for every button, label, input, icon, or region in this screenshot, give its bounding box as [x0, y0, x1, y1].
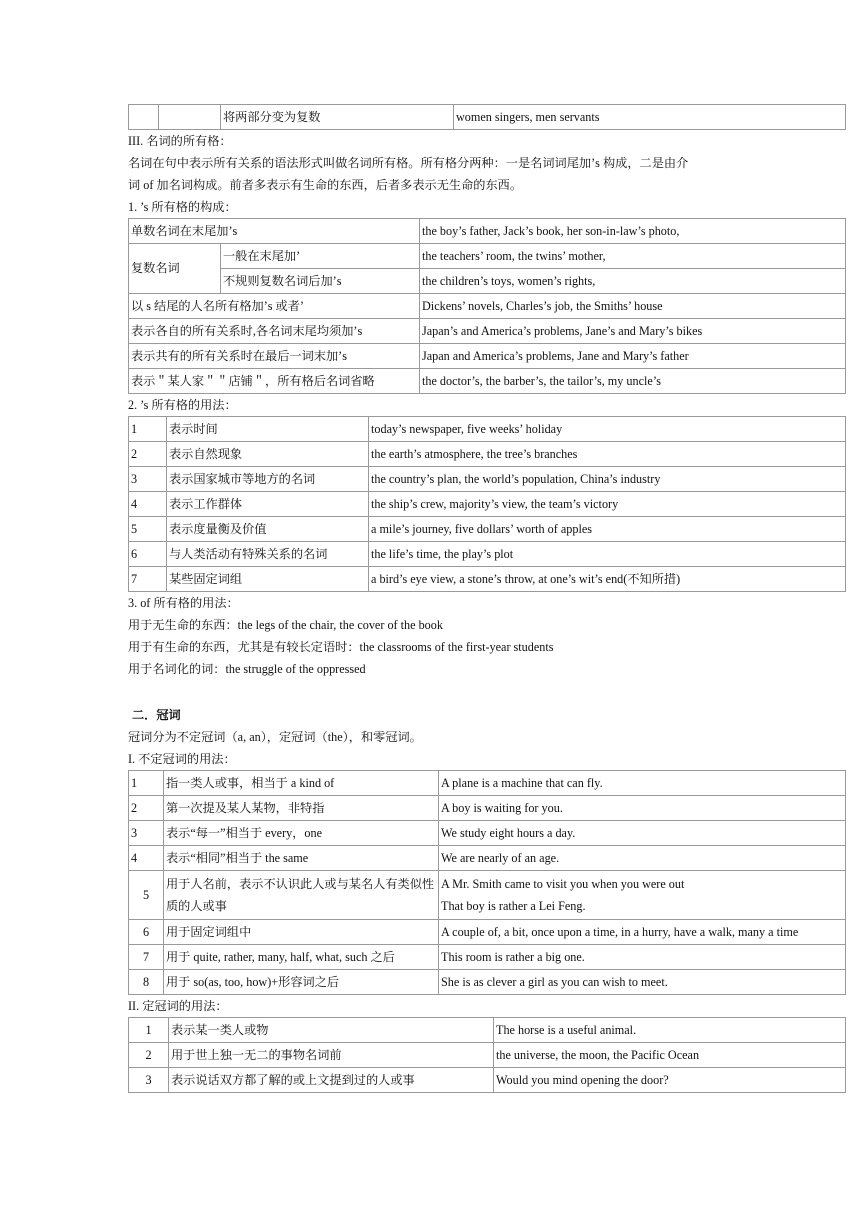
- table-row: 1 表示时间 today’s newspaper, five weeks’ holiday: [129, 417, 846, 442]
- subheading: 1. ’s 所有格的构成：: [128, 200, 237, 214]
- formation-table: [128, 218, 846, 394]
- subheading: II. 定冠词的用法：: [128, 999, 228, 1013]
- usage-table: [128, 416, 846, 592]
- subheading: 2. ’s 所有格的用法：: [128, 398, 237, 412]
- table-row: 2 用于世上独一无二的事物名词前 the universe, the moon, the Pacific Ocean: [129, 1043, 846, 1068]
- table-row: 复数名词 一般在末尾加’ the teachers’ room, the twins’ mother,: [129, 244, 846, 269]
- table-row: [129, 105, 846, 130]
- table-row: 2 第一次提及某人某物，非特指 A boy is waiting for you.: [129, 796, 846, 821]
- table-row: 5 用于人名前，表示不认识此人或与某名人有类似性质的人或事 A Mr. Smith came to visit you when you were out That boy is rather a Lei Feng.: [129, 871, 846, 920]
- paragraph: 冠词分为不定冠词（a, an），定冠词（the），和零冠词。: [128, 730, 422, 744]
- paragraph: 词 of 加名词构成。前者多表示有生命的东西，后者多表示无生命的东西。: [128, 178, 523, 192]
- table-row: 7 用于 quite, rather, many, half, what, such 之后 This room is rather a big one.: [129, 945, 846, 970]
- paragraph: 用于名词化的词：the struggle of the oppressed: [128, 662, 366, 676]
- table-row: 不规则复数名词后加’s the children’s toys, women’s rights,: [129, 269, 846, 294]
- table-row: 表示＂某人家＂＂店铺＂，所有格后名词省略 the doctor’s, the barber’s, the tailor’s, my uncle’s: [129, 369, 846, 394]
- example-cell: women singers, men servants: [454, 105, 846, 130]
- table-row: 表示各自的所有关系时,各名词末尾均须加’s Japan’s and America’s problems, Jane’s and Mary’s bikes: [129, 319, 846, 344]
- paragraph: 用于无生命的东西：the legs of the chair, the cover of the book: [128, 618, 443, 632]
- table-row: 6 与人类活动有特殊关系的名词 the life’s time, the play’s plot: [129, 542, 846, 567]
- table-row: 7 某些固定词组 a bird’s eye view, a stone’s throw, at one’s wit’s end(不知所措): [129, 567, 846, 592]
- table-row: 单数名词在末尾加’s the boy’s father, Jack’s book, her son-in-law’s photo,: [129, 219, 846, 244]
- section-heading: 二．冠词: [132, 708, 181, 722]
- table-row: 6 用于固定词组中 A couple of, a bit, once upon a time, in a hurry, have a walk, many a time: [129, 920, 846, 945]
- definite-article-table: [128, 1017, 846, 1093]
- rule-cell: 将两部分变为复数: [221, 105, 454, 130]
- subheading: I. 不定冠词的用法：: [128, 752, 236, 766]
- table-row: 8 用于 so(as, too, how)+形容词之后 She is as clever a girl as you can wish to meet.: [129, 970, 846, 995]
- indefinite-article-table: [128, 770, 846, 995]
- table-row: 以 s 结尾的人名所有格加’s 或者’ Dickens’ novels, Charles’s job, the Smiths’ house: [129, 294, 846, 319]
- plural-label: 复数名词: [129, 244, 221, 294]
- table-row: 4 表示“相同”相当于 the same We are nearly of an age.: [129, 846, 846, 871]
- document-page: [128, 104, 846, 1093]
- table-row: 4 表示工作群体 the ship’s crew, majority’s view, the team’s victory: [129, 492, 846, 517]
- table-row: 表示共有的所有关系时在最后一词末加’s Japan and America’s problems, Jane and Mary’s father: [129, 344, 846, 369]
- table-row: 3 表示国家城市等地方的名词 the country’s plan, the world’s population, China’s industry: [129, 467, 846, 492]
- table-row: 1 指一类人或事，相当于 a kind of A plane is a machine that can fly.: [129, 771, 846, 796]
- table-row: 3 表示说话双方都了解的或上文提到过的人或事 Would you mind opening the door?: [129, 1068, 846, 1093]
- table-row: 2 表示自然现象 the earth’s atmosphere, the tree’s branches: [129, 442, 846, 467]
- paragraph: 名词在句中表示所有关系的语法形式叫做名词所有格。所有格分两种：一是名词词尾加’s 构成，二是由介: [128, 156, 689, 170]
- table-row: 1 表示某一类人或物 The horse is a useful animal.: [129, 1018, 846, 1043]
- plural-table-tail: [128, 104, 846, 130]
- paragraph: 用于有生命的东西，尤其是有较长定语时：the classrooms of the first-year students: [128, 640, 554, 654]
- section-heading: III. 名词的所有格：: [128, 134, 232, 148]
- table-row: 3 表示“每一”相当于 every，one We study eight hours a day.: [129, 821, 846, 846]
- table-row: 5 表示度量衡及价值 a mile’s journey, five dollars’ worth of apples: [129, 517, 846, 542]
- subheading: 3. of 所有格的用法：: [128, 596, 239, 610]
